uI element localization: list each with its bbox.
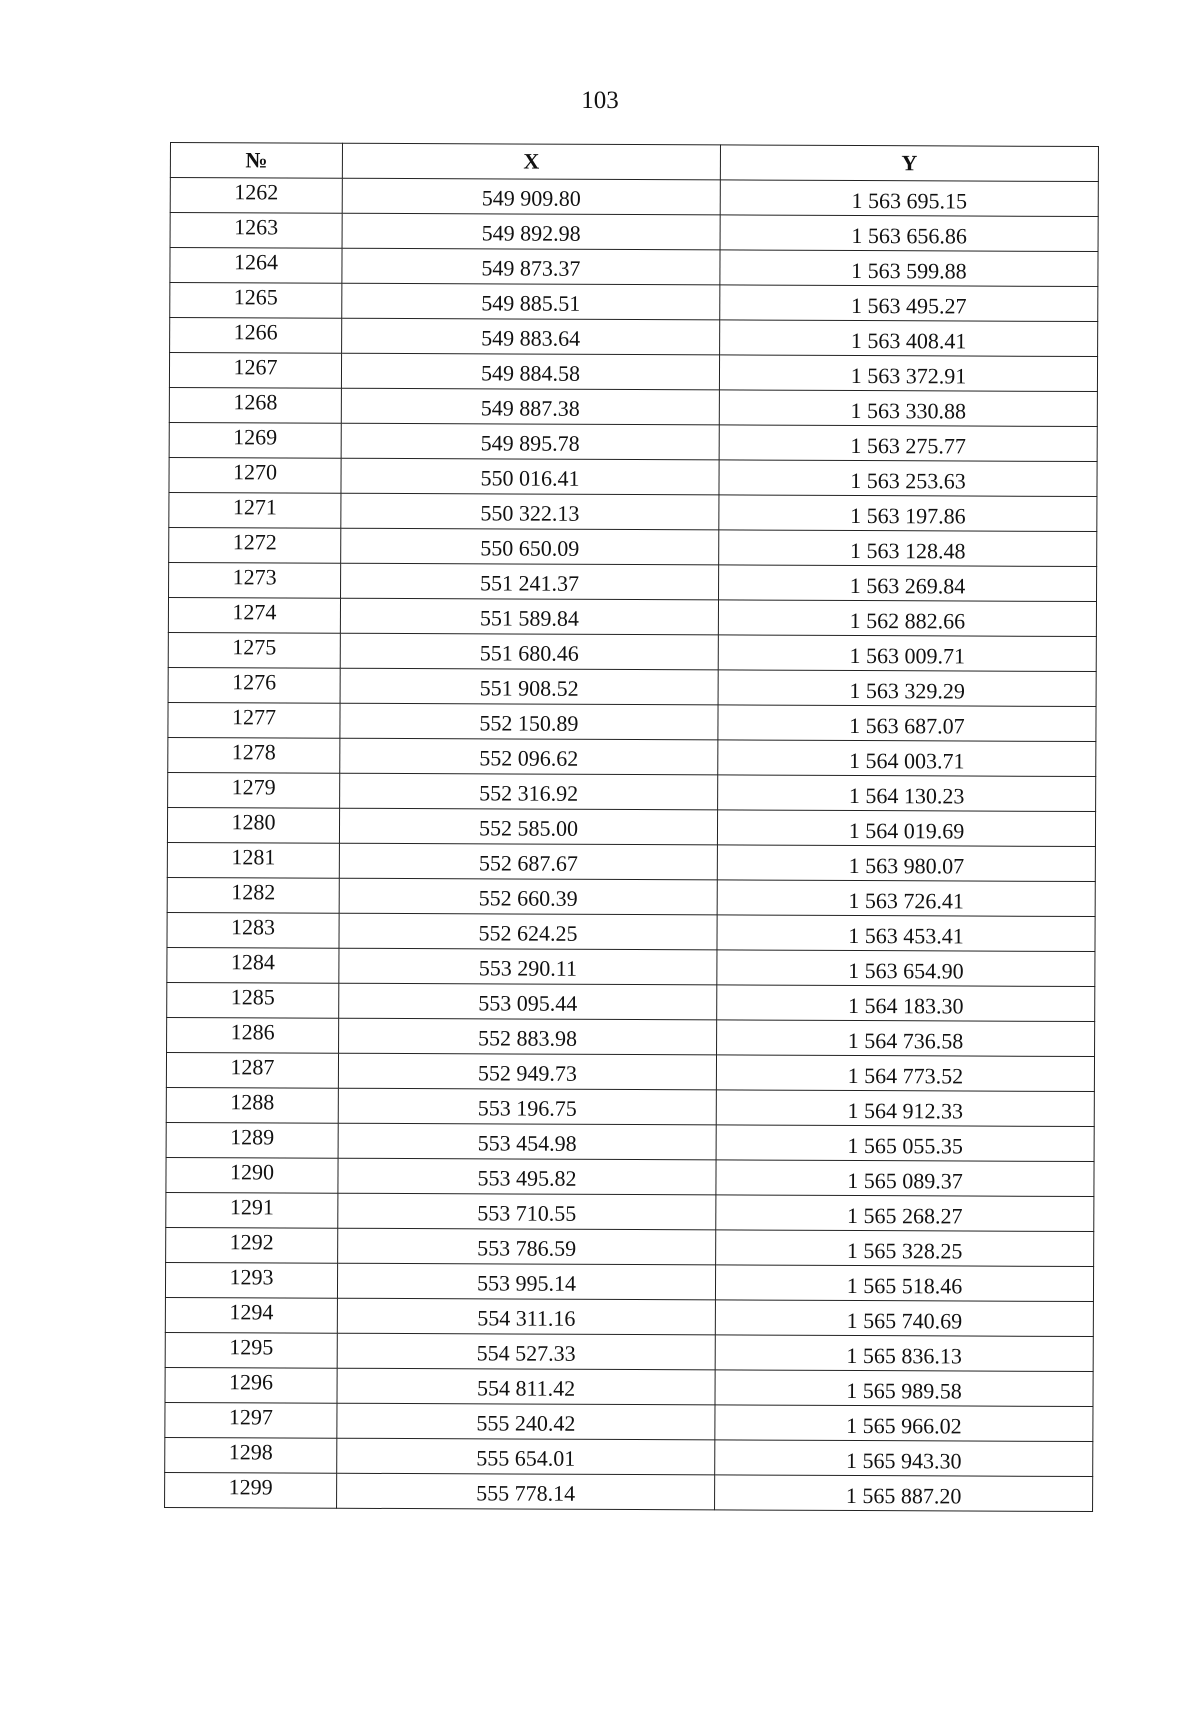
point-number-cell: 1262: [170, 178, 342, 214]
table-row: [166, 1157, 1094, 1196]
x-coordinate-cell: 553 995.14: [337, 1263, 715, 1300]
point-number-cell: 1298: [165, 1437, 337, 1473]
y-coordinate-cell: 1 563 269.84: [719, 565, 1097, 602]
y-coordinate-cell: 1 564 912.33: [716, 1090, 1094, 1127]
page-number: 103: [581, 87, 619, 114]
point-number-cell: 1271: [169, 492, 341, 528]
table-row: [169, 387, 1097, 426]
x-coordinate-cell: 554 527.33: [337, 1333, 715, 1370]
y-coordinate-cell: 1 565 268.27: [716, 1195, 1094, 1232]
x-coordinate-cell: 549 873.37: [342, 248, 720, 285]
table-row: [169, 527, 1097, 566]
y-coordinate-cell: 1 564 019.69: [717, 810, 1095, 847]
point-number-cell: 1273: [169, 562, 341, 598]
x-coordinate-cell: 553 454.98: [338, 1123, 716, 1160]
x-coordinate-cell: 550 016.41: [341, 458, 719, 495]
table-row: [168, 667, 1096, 706]
point-number-cell: 1285: [167, 982, 339, 1018]
point-number-cell: 1281: [167, 842, 339, 878]
header-y: Y: [720, 145, 1098, 182]
point-number-cell: 1296: [165, 1367, 337, 1403]
point-number-cell: 1274: [168, 597, 340, 633]
y-coordinate-cell: 1 565 328.25: [716, 1230, 1094, 1267]
table-row: [169, 562, 1097, 601]
y-coordinate-cell: 1 563 329.29: [718, 670, 1096, 707]
x-coordinate-cell: 550 650.09: [341, 528, 719, 565]
point-number-cell: 1277: [168, 702, 340, 738]
x-coordinate-cell: 553 495.82: [338, 1158, 716, 1195]
x-coordinate-cell: 555 778.14: [337, 1473, 715, 1510]
y-coordinate-cell: 1 565 518.46: [715, 1265, 1093, 1302]
x-coordinate-cell: 549 887.38: [341, 388, 719, 425]
point-number-cell: 1297: [165, 1402, 337, 1438]
x-coordinate-cell: 549 885.51: [342, 283, 720, 320]
table-row: [168, 597, 1096, 636]
point-number-cell: 1272: [169, 527, 341, 563]
table-row: [166, 1227, 1094, 1266]
point-number-cell: 1270: [169, 457, 341, 493]
point-number-cell: 1275: [168, 632, 340, 668]
x-coordinate-cell: 553 710.55: [338, 1193, 716, 1230]
table-row: [168, 772, 1096, 811]
point-number-cell: 1282: [167, 877, 339, 913]
y-coordinate-cell: 1 565 887.20: [715, 1475, 1093, 1512]
x-coordinate-cell: 553 095.44: [339, 983, 717, 1020]
y-coordinate-cell: 1 564 773.52: [716, 1055, 1094, 1092]
y-coordinate-cell: 1 563 656.86: [720, 215, 1098, 252]
point-number-cell: 1263: [170, 213, 342, 249]
x-coordinate-cell: 552 096.62: [340, 738, 718, 775]
x-coordinate-cell: 555 240.42: [337, 1403, 715, 1440]
y-coordinate-cell: 1 563 726.41: [717, 880, 1095, 917]
table-header: [170, 143, 1098, 182]
point-number-cell: 1289: [166, 1122, 338, 1158]
point-number-cell: 1288: [166, 1087, 338, 1123]
x-coordinate-cell: 551 589.84: [340, 598, 718, 635]
y-coordinate-cell: 1 564 183.30: [717, 985, 1095, 1022]
y-coordinate-cell: 1 563 009.71: [718, 635, 1096, 672]
header-x: X: [342, 143, 720, 180]
table-row: [165, 1332, 1093, 1371]
table-row: [165, 1262, 1093, 1301]
header-row: [170, 143, 1098, 182]
table-row: [165, 1472, 1093, 1511]
point-number-cell: 1278: [168, 737, 340, 773]
point-number-cell: 1299: [165, 1472, 337, 1508]
table-row: [169, 422, 1097, 461]
y-coordinate-cell: 1 562 882.66: [718, 600, 1096, 637]
y-coordinate-cell: 1 563 980.07: [717, 845, 1095, 882]
y-coordinate-cell: 1 563 695.15: [720, 180, 1098, 217]
table-row: [165, 1402, 1093, 1441]
table-row: [168, 702, 1096, 741]
point-number-cell: 1264: [170, 248, 342, 284]
table-row: [165, 1367, 1093, 1406]
coordinates-table: [164, 142, 1099, 1512]
point-number-cell: 1269: [169, 422, 341, 458]
y-coordinate-cell: 1 563 599.88: [720, 250, 1098, 287]
point-number-cell: 1284: [167, 947, 339, 983]
table-body: [165, 178, 1099, 1512]
x-coordinate-cell: 552 150.89: [340, 703, 718, 740]
point-number-cell: 1294: [165, 1297, 337, 1333]
table-row: [165, 1297, 1093, 1336]
table-row: [168, 737, 1096, 776]
x-coordinate-cell: 551 680.46: [340, 633, 718, 670]
y-coordinate-cell: 1 563 372.91: [719, 355, 1097, 392]
table-row: [167, 947, 1095, 986]
y-coordinate-cell: 1 564 736.58: [717, 1020, 1095, 1057]
point-number-cell: 1280: [167, 807, 339, 843]
point-number-cell: 1266: [170, 318, 342, 354]
table-row: [167, 807, 1095, 846]
x-coordinate-cell: 552 316.92: [340, 773, 718, 810]
x-coordinate-cell: 551 241.37: [341, 563, 719, 600]
x-coordinate-cell: 553 290.11: [339, 948, 717, 985]
table-row: [169, 353, 1097, 392]
table-row: [165, 1437, 1093, 1476]
x-coordinate-cell: 549 892.98: [342, 213, 720, 250]
table-row: [170, 248, 1098, 287]
point-number-cell: 1279: [168, 772, 340, 808]
y-coordinate-cell: 1 563 453.41: [717, 915, 1095, 952]
y-coordinate-cell: 1 565 055.35: [716, 1125, 1094, 1162]
y-coordinate-cell: 1 565 836.13: [715, 1335, 1093, 1372]
header-number: №: [170, 143, 342, 179]
y-coordinate-cell: 1 565 966.02: [715, 1405, 1093, 1442]
table-row: [167, 1017, 1095, 1056]
x-coordinate-cell: 549 895.78: [341, 423, 719, 460]
point-number-cell: 1267: [169, 353, 341, 389]
x-coordinate-cell: 552 585.00: [339, 808, 717, 845]
y-coordinate-cell: 1 563 654.90: [717, 950, 1095, 987]
x-coordinate-cell: 552 687.67: [339, 843, 717, 880]
x-coordinate-cell: 554 311.16: [337, 1298, 715, 1335]
point-number-cell: 1276: [168, 667, 340, 703]
table-row: [167, 982, 1095, 1021]
table-row: [170, 178, 1098, 217]
table-row: [170, 318, 1098, 357]
x-coordinate-cell: 554 811.42: [337, 1368, 715, 1405]
table-row: [166, 1122, 1094, 1161]
point-number-cell: 1283: [167, 912, 339, 948]
y-coordinate-cell: 1 563 253.63: [719, 460, 1097, 497]
point-number-cell: 1265: [170, 283, 342, 319]
table-row: [167, 912, 1095, 951]
table-row: [170, 213, 1098, 252]
point-number-cell: 1287: [166, 1052, 338, 1088]
x-coordinate-cell: 552 883.98: [339, 1018, 717, 1055]
point-number-cell: 1292: [166, 1227, 338, 1263]
point-number-cell: 1291: [166, 1192, 338, 1228]
x-coordinate-cell: 552 660.39: [339, 878, 717, 915]
point-number-cell: 1268: [169, 387, 341, 423]
x-coordinate-cell: 552 624.25: [339, 913, 717, 950]
y-coordinate-cell: 1 565 089.37: [716, 1160, 1094, 1197]
table-row: [169, 457, 1097, 496]
x-coordinate-cell: 549 884.58: [341, 353, 719, 390]
table-row: [166, 1052, 1094, 1091]
x-coordinate-cell: 549 909.80: [342, 178, 720, 215]
y-coordinate-cell: 1 565 740.69: [715, 1300, 1093, 1337]
y-coordinate-cell: 1 563 197.86: [719, 495, 1097, 532]
table-row: [166, 1192, 1094, 1231]
y-coordinate-cell: 1 563 330.88: [719, 390, 1097, 427]
y-coordinate-cell: 1 564 130.23: [718, 775, 1096, 812]
table-row: [169, 492, 1097, 531]
point-number-cell: 1290: [166, 1157, 338, 1193]
table-row: [168, 632, 1096, 671]
y-coordinate-cell: 1 563 687.07: [718, 705, 1096, 742]
y-coordinate-cell: 1 563 128.48: [719, 530, 1097, 567]
x-coordinate-cell: 550 322.13: [341, 493, 719, 530]
x-coordinate-cell: 551 908.52: [340, 668, 718, 705]
point-number-cell: 1295: [165, 1332, 337, 1368]
table-row: [167, 877, 1095, 916]
table-row: [170, 283, 1098, 322]
y-coordinate-cell: 1 563 275.77: [719, 425, 1097, 462]
y-coordinate-cell: 1 565 943.30: [715, 1440, 1093, 1477]
x-coordinate-cell: 549 883.64: [342, 318, 720, 355]
x-coordinate-cell: 553 196.75: [338, 1088, 716, 1125]
x-coordinate-cell: 555 654.01: [337, 1438, 715, 1475]
point-number-cell: 1286: [167, 1017, 339, 1053]
point-number-cell: 1293: [165, 1262, 337, 1298]
y-coordinate-cell: 1 563 495.27: [720, 285, 1098, 322]
table-row: [167, 842, 1095, 881]
table-row: [166, 1087, 1094, 1126]
y-coordinate-cell: 1 563 408.41: [720, 320, 1098, 357]
y-coordinate-cell: 1 564 003.71: [718, 740, 1096, 777]
y-coordinate-cell: 1 565 989.58: [715, 1370, 1093, 1407]
x-coordinate-cell: 553 786.59: [338, 1228, 716, 1265]
x-coordinate-cell: 552 949.73: [338, 1053, 716, 1090]
